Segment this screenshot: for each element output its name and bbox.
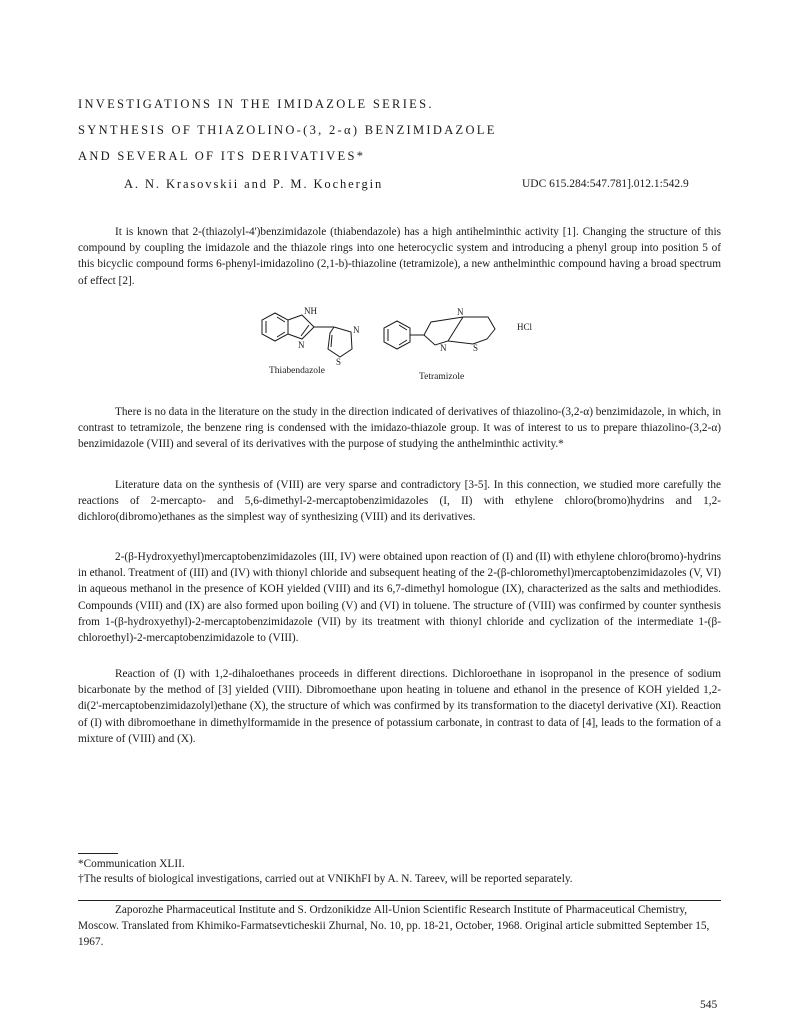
caption-thiabendazole: Thiabendazole [269,366,325,376]
n-label-2: N [353,325,360,335]
structure-figure [255,305,545,385]
affiliation-divider [78,900,721,901]
authors: A. N. Krasovskii and P. M. Kochergin [124,177,384,191]
paragraph-1: It is known that 2-(thiazolyl-4')benzimidazole (thiabendazole) has a high antihelminthic activity [1]. Changing the structure of this compound by coupling the imidazole and the thiazole rings into one heterocyclic system and introducing a phenyl group into position 5 of this bicyclic compound forms 6-phenyl-imidazolino (2,1-b)-thiazoline (tetramizole), a new anthelminthic compound having a broad spectrum of effect [2]. [78,226,721,287]
title-line-3: AND SEVERAL OF ITS DERIVATIVES* [78,149,366,163]
udc-code: UDC 615.284:547.781].012.1:542.9 [522,178,689,190]
hcl-label: HCl [517,322,533,332]
footnote-1: *Communication XLII. [78,858,185,870]
affiliation: Zaporozhe Pharmaceutical Institute and S. Ordzonikidzе All-Union Scientific Research Institute of Pharmaceutical Chemistry, Moscow. Translated from Khimiko-Farmatsevticheskii Zhurnal, No. 10, pp. 18-21, October, 1968. Original article submitted September 15, 1967. [78,904,710,948]
paragraph-3: Literature data on the synthesis of (VIII) are very sparse and contradictory [3-5]. In this connection, we studied more carefully the reactions of 2-mercapto- and 5,6-dimethyl-2-mercaptobenzimidazoles (I, II) with ethylene chloro(bromo)hydrins and 1,2-dichloro(dibromo)ethanes as the simplest way of synthesizing (VIII) and its derivatives. [78,479,721,524]
footnote-divider [78,853,118,854]
s-label-1: S [336,357,342,367]
title-line-2: SYNTHESIS OF THIAZOLINO-(3, 2-α) BENZIMIDAZOLE [78,123,497,137]
paragraph-2: There is no data in the literature on the study in the direction indicated of derivatives of thiazolino-(3,2-α) benzimidazole, in which, in contrast to tetramizole, the benzene ring is condensed with the imidazo-thiazole group. It was of interest to us to prepare thiazolino-(3,2-α) benzimidazole (VIII) and several of its derivatives with the purpose of studying the anthelminthic activity.* [78,406,721,451]
title-line-1: INVESTIGATIONS IN THE IMIDAZOLE SERIES. [78,97,434,111]
page-number: 545 [700,999,718,1011]
footnote-2: †The results of biological investigations, carried out at VNIKhFI by A. N. Tareev, will be reported separately. [78,873,573,885]
paragraph-4: 2-(β-Hydroxyethyl)mercaptobenzimidazoles (III, IV) were obtained upon reaction of (I) and (II) with ethylene chloro(bromo)-hydrins in ethanol. Treatment of (III) and (IV) with thionyl chloride and subsequent heating of the 2-(β-chloromethyl)mercaptobenzimidazoles (V, VI) in aqueous methanol in the presence of KOH yielded (VIII) and its 6,7-dimethyl homologue (IX), characterized as the salts and methiodides. Compounds (VIII) and (IX) are also formed upon boiling (V) and (VI) in toluene. The structure of (VIII) was confirmed by counter synthesis from 1-(β-hydroxyethyl)-2-mercaptobenzimidazole (VII) by its treatment with thionyl chloride and cyclization of the intermediate 1-(β-chloroethyl)-2-mercaptobenzimidazole to (VIII). [78,551,721,645]
n-label-1: N [298,340,305,350]
paragraph-5: Reaction of (I) with 1,2-dihaloethanes proceeds in different directions. Dichloroethane in isopropanol in the presence of sodium bicarbonate by the method of [3] yielded (VIII). Dibromoethane upon heating in toluene and ethanol in the presence of KOH yielded 1,2-di(2'-mercaptobenzimidazolyl)ethane (X), the structure of which was confirmed by its transformation to the diacetyl derivative (XI). Reaction of (I) with dibromoethane in dimethylformamide in the presence of potassium carbonate, in contrast to data of [4], leads to the formation of a mixture of (VIII) and (X). [78,668,721,745]
n-label-4: N [440,343,447,353]
nh-label: NH [304,306,317,316]
n-label-3: N [457,307,464,317]
s-label-2: S [473,343,479,353]
caption-tetramizole: Tetramizole [419,372,465,382]
